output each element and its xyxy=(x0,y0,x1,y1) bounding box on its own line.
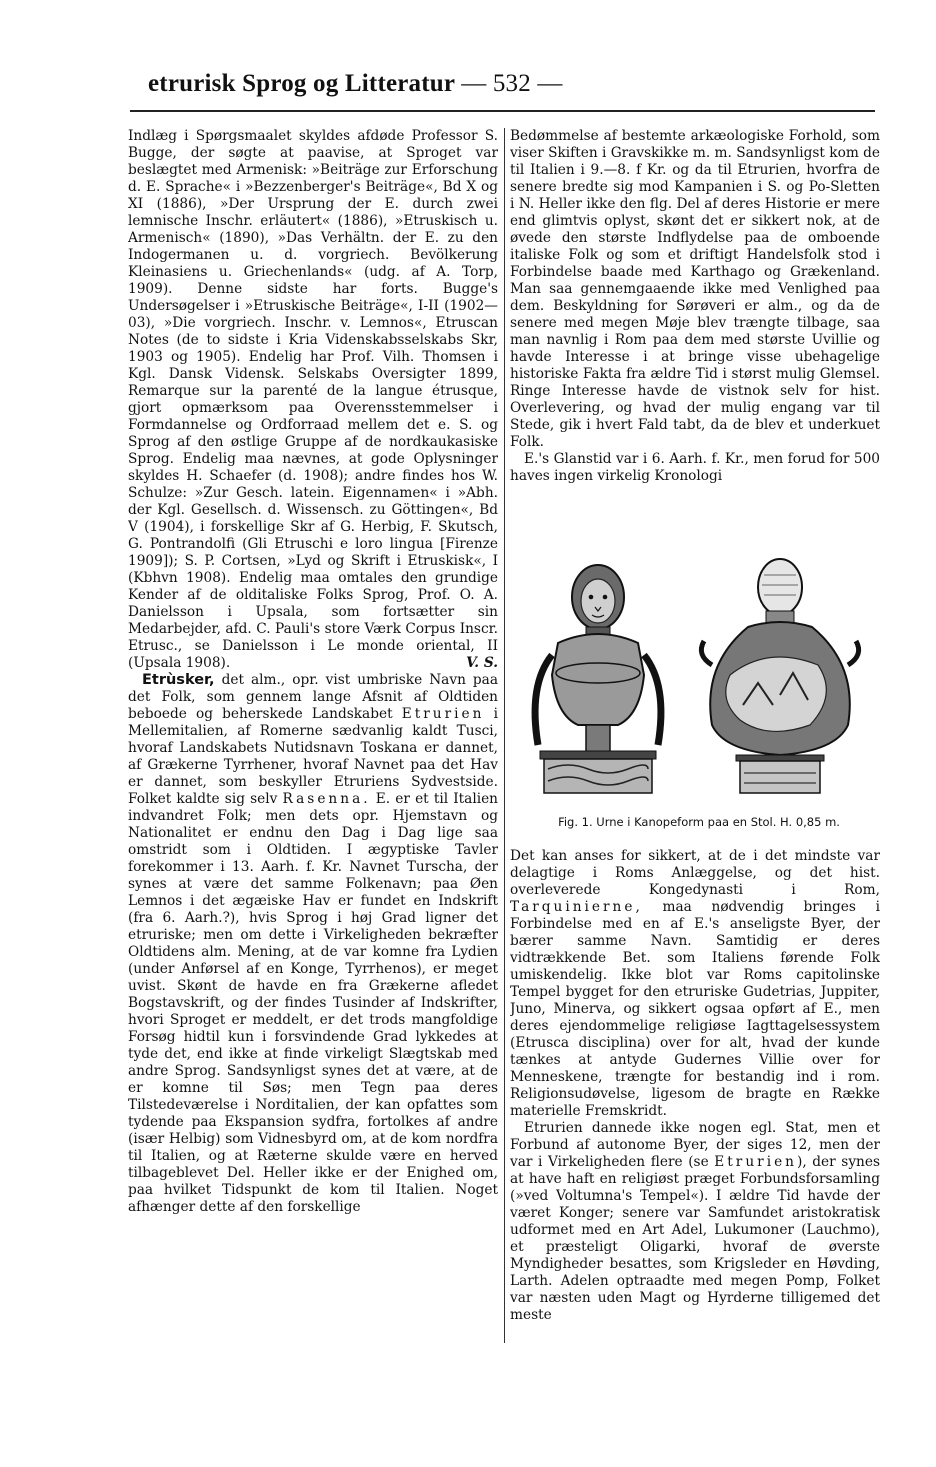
header-title: etrurisk Sprog og Litteratur xyxy=(148,70,455,97)
spaced-rasenna: Rasenna. xyxy=(282,791,371,807)
entry-text-a: det alm., opr. vist umbriske Navn paa det Folk, som gennem lange Afsnit af Oldtiden beboede og beherskede Landskabet xyxy=(128,672,498,722)
right-paragraph-4 xyxy=(510,1120,880,1324)
running-header xyxy=(148,70,568,106)
spaced-etrurien: Etrurien xyxy=(401,706,485,722)
left-paragraph-2 xyxy=(128,672,498,1216)
bibliography-text: Indlæg i Spørgsmaalet skyldes afdøde Professor S. Bugge, der søgte at paavise, at Sproget var beslægtet med Armenisk: »Beiträge zur Erforschung d. E. Sprache« i »Bezzenberger's Beiträge«, Bd X og XI (1886), »Der Ursprung der E. durch zwei lemnische Inschr. erläutert« (1886), »Etruskisch u. Armenisch« (1890), »Das Verhältn. der E. zu den Indogermanen u. d. vorgriech. Bevölkerung Kleinasiens u. Griechenlands« (udg. af A. Torp, 1909). Denne sidste har forts. Bugge's Undersøgelser i »Etruskische Beiträge«, I-II (1902—03), »Die vorgriech. Inschr. v. Lemnos«, Etruscan Notes (de to sidste i Kria Videnskabsselskabs Skr, 1903 og 1905). Endelig har Prof. Vilh. Thomsen i Kgl. Dansk Vidensk. Selskabs Oversigter 1899, Remarque sur la parenté de la langue étrusque, gjort opmærksom paa Overensstemmelser i Formdannelse og Ordforraad mellem det e. S. og Sprog af den østlige Gruppe af de nordkaukasiske Sprog. Endelig maa nævnes, at gode Oplysninger skyldes H. Schaefer (d. 1908); andre findes hos W. Schulze: »Zur Gesch. latein. Eigennamen« i »Abh. der Kgl. Gesellsch. d. Wissensch. zu Göttingen«, Bd V (1904), i forskellige Skr af G. Herbig, F. Skutsch, G. Pontrandolfi (Gli Etruschi e loro lingua [Firenze 1909]); S. P. Cortsen, »Lyd og Skrift i Etruskisk«, I (Kbhvn 1908). Endelig maa omtales den grundige Kender af de olditaliske Folks Sprog, Prof. O. A. Danielsson i Upsala, som fortsætter sin Medarbejder, afd. C. Pauli's store Værk Corpus Inscr. Etrusc., se Danielsson i Le monde oriental, II (Upsala 1908). xyxy=(128,128,498,671)
right-paragraph-3 xyxy=(510,848,880,1120)
right-paragraph-1: Bedømmelse af bestemte arkæologiske Forhold, som viser Skiften i Gravskikke m. m. Sandsynligst kom de til Italien i 9.—8. f Kr. og da til Etrurien, hvorfra de senere bredte sig mod Kampanien i S. og Po-Sletten i N. Heller ikke den flg. Del af deres Historie er mere end glimtvis oplyst, skønt det er sikkert nok, at de øvede den største Indflydelse paa de omboende italiske Folk og som et driftigt Handelsfolk stod i Forbindelse baade med Karthago og Grækenland. Man saa gennemgaaende ikke med Venlighed paa dem. Beskyldning for Sørøveri er alm., og da de senere med megen Møje blev trængte tilbage, saa man navnlig i Rom paa dem med største Uvillie og havde Interesse i at bringe visse ubehagelige historiske Fakta fra ældre Tid i størst mulig Glemsel. Ringe Interesse havde de vistnok selv for hist. Overlevering, og hvad der mulig engang var til Stede, gik i hvert Fald tabt, da de blev et underkuet Folk. xyxy=(510,128,880,450)
figure-urns xyxy=(518,555,873,800)
entry-text-c: E. er et til Italien indvandret Folk; men dets opr. Hjemstavn og Nationalitet er endnu den Dag i Dag lige saa omstridt som i Oldtiden. I ægyptiske Tavler forekommer i 13. Aarh. f. Kr. Navnet Turscha, der synes at være det samme Folkenavn; paa Øen Lemnos i det ægæiske Hav er fundet en Indskrift (fra 6. Aarh.?), hvis Sprog i høj Grad ligner det etruriske; men om dette i Virkeligheden bekræfter Oldtidens alm. Mening, at de var komne fra Lydien (under Anførsel af en Konge, Tyrrhenos), er meget uvist. Skønt de havde en fra Grækerne afledet Bogstavskrift, og der findes Tusinder af Indskrifter, hvori Sproget er meddelt, er det trods mangfoldige Forsøg hidtil kun i forsvindende Grad lykkedes at tyde det, end ikke at finde virkeligt Slægtskab med andre Sprog. Sandsynligst synes det at være, at de er komne til Søs; men Tegn paa deres Tilstedeværelse i Norditalien, der kan opfattes som tydende paa Ekspansion sydfra, fortolkes af andre (især Helbig) som Vidnesbyrd om, at de kom nordfra til Italien, og at Ræterne skulde være en herved tilbageblevet Del. Heller ikke er der Enighed om, paa hvilket Tidspunkt de kom til Italien. Noget afhænger dette af den forskellige xyxy=(128,791,498,1215)
spaced-tarquinierne: Tarquinierne, xyxy=(510,899,643,915)
entry-text-b: i Mellemitalien, af Romerne sædvanlig kaldt Tusci, hvoraf Landskabets Nutidsnavn Toskana er dannet, af Grækerne Tyrrhener, hvoraf Navnet paa det Hav er dannet, som beskyller Etruriens Sydvestside. Folket kaldte sig selv xyxy=(128,706,498,807)
header-rule xyxy=(130,110,875,112)
right-urn xyxy=(701,559,858,793)
right-column-bottom xyxy=(510,848,880,1358)
right-paragraph-2: E.'s Glanstid var i 6. Aarh. f. Kr., men forud for 500 haves ingen virkelig Kronologi xyxy=(510,451,880,484)
text-3a: Det kan anses for sikkert, at de i det mindste var delagtige i Roms Anlæggelse, og det hist. overleverede Kongedynasti i Rom, xyxy=(510,848,880,898)
author-signature: V. S. xyxy=(466,655,498,671)
right-column-top xyxy=(510,128,880,548)
column-divider xyxy=(504,128,505,1343)
entry-headword: Etrùsker, xyxy=(142,672,215,688)
spaced-etrurien-2: Etrurien xyxy=(714,1154,797,1170)
left-column xyxy=(128,128,498,1363)
figure-caption: Fig. 1. Urne i Kanopeform paa en Stol. H. 0,85 m. xyxy=(558,815,840,829)
left-paragraph-1 xyxy=(128,128,498,672)
text-4b: ), der synes at have haft en religiøst præget Forbundsforsamling (»ved Voltumna's Tempel«). I ældre Tid havde der været Konger; senere var Samfundet aristokratisk udformet med en Art Adel, Lukumoner (Lauchmo), et præsteligt Oligarki, hvoraf de øverste Myndigheder besattes, som Krigsleder en Høvding, Larth. Adelen optraadte med megen Pomp, Folket var næsten uden Magt og Hyrderne tilligemed det meste xyxy=(510,1154,880,1323)
page-number: — 532 — xyxy=(461,70,563,97)
text-4a: Etrurien dannede ikke nogen egl. Stat, men et Forbund af autonome Byer, der siges 12, men der var i Virkeligheden flere (se xyxy=(510,1120,880,1170)
urn-illustration xyxy=(518,555,873,800)
left-urn xyxy=(535,565,661,793)
text-3b: maa nødvendig bringes i Forbindelse med en af E.'s anseligste Byer, der bærer samme Navn. Samtidig er deres vidtrækkende Bet. som Italiens førende Folk umiskendelig. Ikke blot var Roms capitolinske Tempel bygget for den etruriske Gudetrias, Juppiter, Juno, Minerva, og sikkert ogsaa opført af E., men deres ejendommelige religiøse Iagttagelsessystem (Etrusca disciplina) over for alt, hvad der kunde tænkes at antyde Gudernes Villie over for Menneskene, trængte for bestandig ind i rom. Religionsudøvelse, ligesom de bragte en Række materielle Fremskridt. xyxy=(510,899,880,1119)
